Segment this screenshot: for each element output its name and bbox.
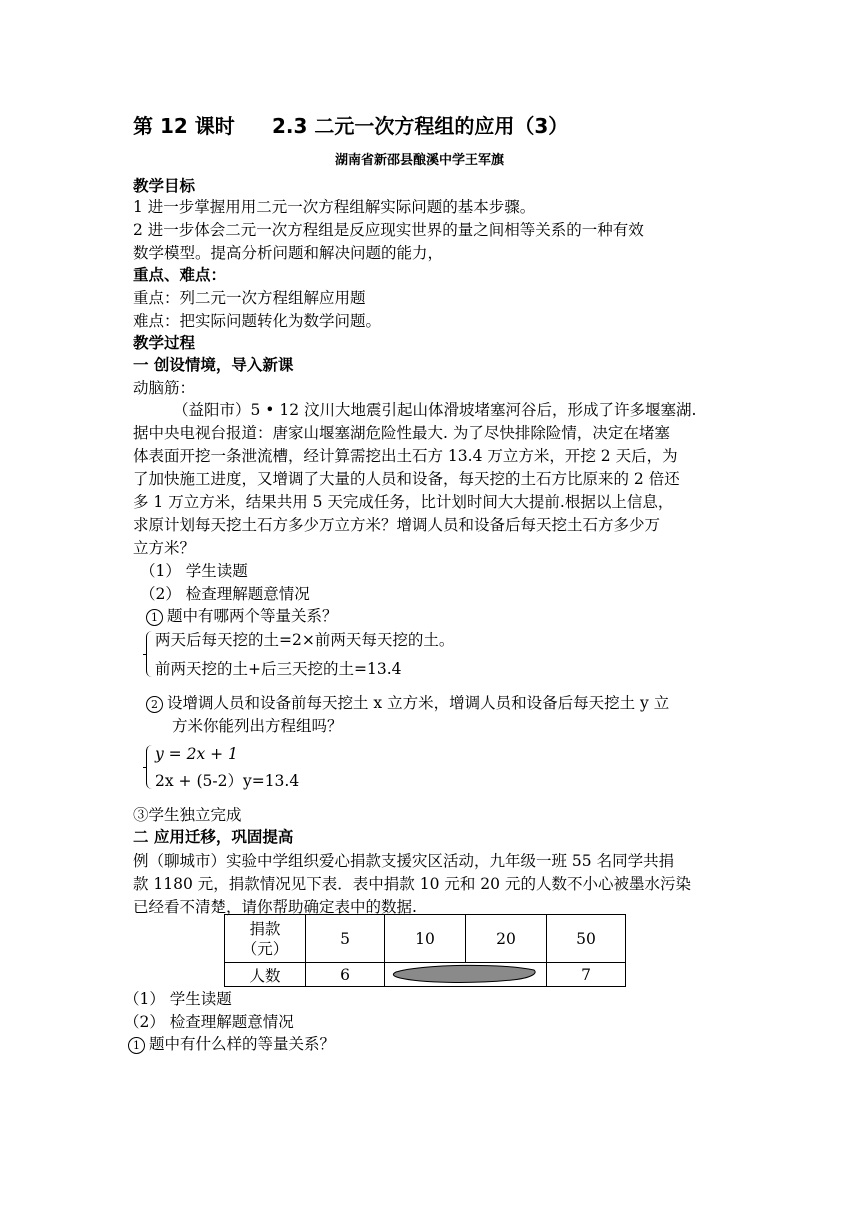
table-cell: 7 bbox=[547, 963, 626, 987]
keypoints-heading: 重点、难点： bbox=[133, 266, 227, 284]
section-2-heading: 二 应用迁移，巩固提高 bbox=[133, 828, 294, 846]
table-cell: 20 bbox=[466, 915, 547, 963]
problem-line-1: （益阳市）5 • 12 汶川大地震引起山体滑坡堵塞河谷后，形成了许多堰塞湖. bbox=[173, 401, 697, 419]
table-cell: 5 bbox=[306, 915, 385, 963]
problem-line-2: 据中央电视台报道：唐家山堰塞湖危险性最大. 为了尽快排除险情，决定在堵塞 bbox=[133, 424, 670, 442]
circled-number-1b: 1 bbox=[128, 1037, 145, 1054]
question-3: ③学生独立完成 bbox=[133, 806, 242, 824]
step-check-2: （2） 检查理解题意情况 bbox=[124, 1013, 294, 1031]
equation-2: 2x + (5-2）y=13.4 bbox=[155, 772, 300, 790]
difficult-point: 难点：把实际问题转化为数学问题。 bbox=[133, 312, 382, 330]
question-equality: 1 题中有什么样的等量关系？ bbox=[128, 1034, 335, 1054]
example-line-3: 已经看不清楚，请你帮助确定表中的数据. bbox=[133, 898, 417, 916]
problem-line-6: 求原计划每天挖土石方多少万立方米？增调人员和设备后每天挖土石方多少万 bbox=[133, 516, 661, 534]
table-cell: 10 bbox=[385, 915, 466, 963]
objective-1: 1 进一步掌握用用二元一次方程组解实际问题的基本步骤。 bbox=[133, 198, 536, 216]
equations-brace bbox=[146, 745, 153, 789]
lesson-number: 第 12 课时 bbox=[133, 114, 235, 138]
relation-2: 前两天挖的土+后三天挖的土=13.4 bbox=[155, 660, 402, 678]
problem-line-7: 立方米？ bbox=[133, 539, 196, 557]
page-title: 2.3 二元一次方程组的应用（3） bbox=[272, 114, 569, 138]
objective-2-line2: 数学模型。提高分析问题和解决问题的能力， bbox=[133, 244, 444, 262]
problem-line-3: 体表面开挖一条泄流槽，经计算需挖出土石方 13.4 万立方米，开挖 2 天后，为 bbox=[133, 447, 678, 465]
circled-number-1: 1 bbox=[146, 609, 163, 626]
equation-1: y = 2x + 1 bbox=[155, 745, 238, 763]
ink-stain-image bbox=[392, 964, 538, 984]
relation-1: 两天后每天挖的土=2×前两天每天挖的土。 bbox=[155, 631, 455, 649]
objectives-heading: 教学目标 bbox=[133, 177, 196, 195]
table-header-people: 人数 bbox=[225, 963, 306, 987]
table-header-amount: 捐款 （元） bbox=[225, 915, 306, 963]
circled-number-2: 2 bbox=[146, 696, 163, 713]
table-cell: 6 bbox=[306, 963, 385, 987]
step-read: （1） 学生读题 bbox=[140, 562, 248, 580]
process-heading: 教学过程 bbox=[133, 334, 196, 352]
question-2: 2 设增调人员和设备前每天挖土 x 立方米，增调人员和设备后每天挖土 y 立 bbox=[146, 693, 669, 713]
key-point: 重点：列二元一次方程组解应用题 bbox=[133, 289, 366, 307]
problem-line-4: 了加快施工进度，又增调了大量的人员和设备，每天挖的土石方比原来的 2 倍还 bbox=[133, 470, 680, 488]
table-row bbox=[225, 915, 626, 963]
author-line: 湖南省新邵县酿溪中学王军旗 bbox=[335, 153, 505, 168]
example-line-1: 例（聊城市）实验中学组织爱心捐款支援灾区活动，九年级一班 55 名同学共捐 bbox=[133, 852, 675, 870]
table-cell: 50 bbox=[547, 915, 626, 963]
step-check: （2） 检查理解题意情况 bbox=[140, 585, 310, 603]
brain-label: 动脑筋： bbox=[133, 379, 196, 397]
step-read-2: （1） 学生读题 bbox=[124, 990, 232, 1008]
problem-line-5: 多 1 万立方米，结果共用 5 天完成任务，比计划时间大大提前.根据以上信息， bbox=[133, 493, 674, 511]
example-line-2: 款 1180 元，捐款情况见下表．表中捐款 10 元和 20 元的人数不小心被墨水污染 bbox=[133, 875, 691, 893]
objective-2-line1: 2 进一步体会二元一次方程组是反应现实世界的量之间相等关系的一种有效 bbox=[133, 221, 644, 239]
question-1: 1 题中有哪两个等量关系？ bbox=[146, 606, 338, 626]
question-2-cont: 方米你能列出方程组吗？ bbox=[172, 717, 343, 735]
relations-brace bbox=[146, 631, 153, 677]
section-1-heading: 一 创设情境，导入新课 bbox=[133, 356, 294, 374]
